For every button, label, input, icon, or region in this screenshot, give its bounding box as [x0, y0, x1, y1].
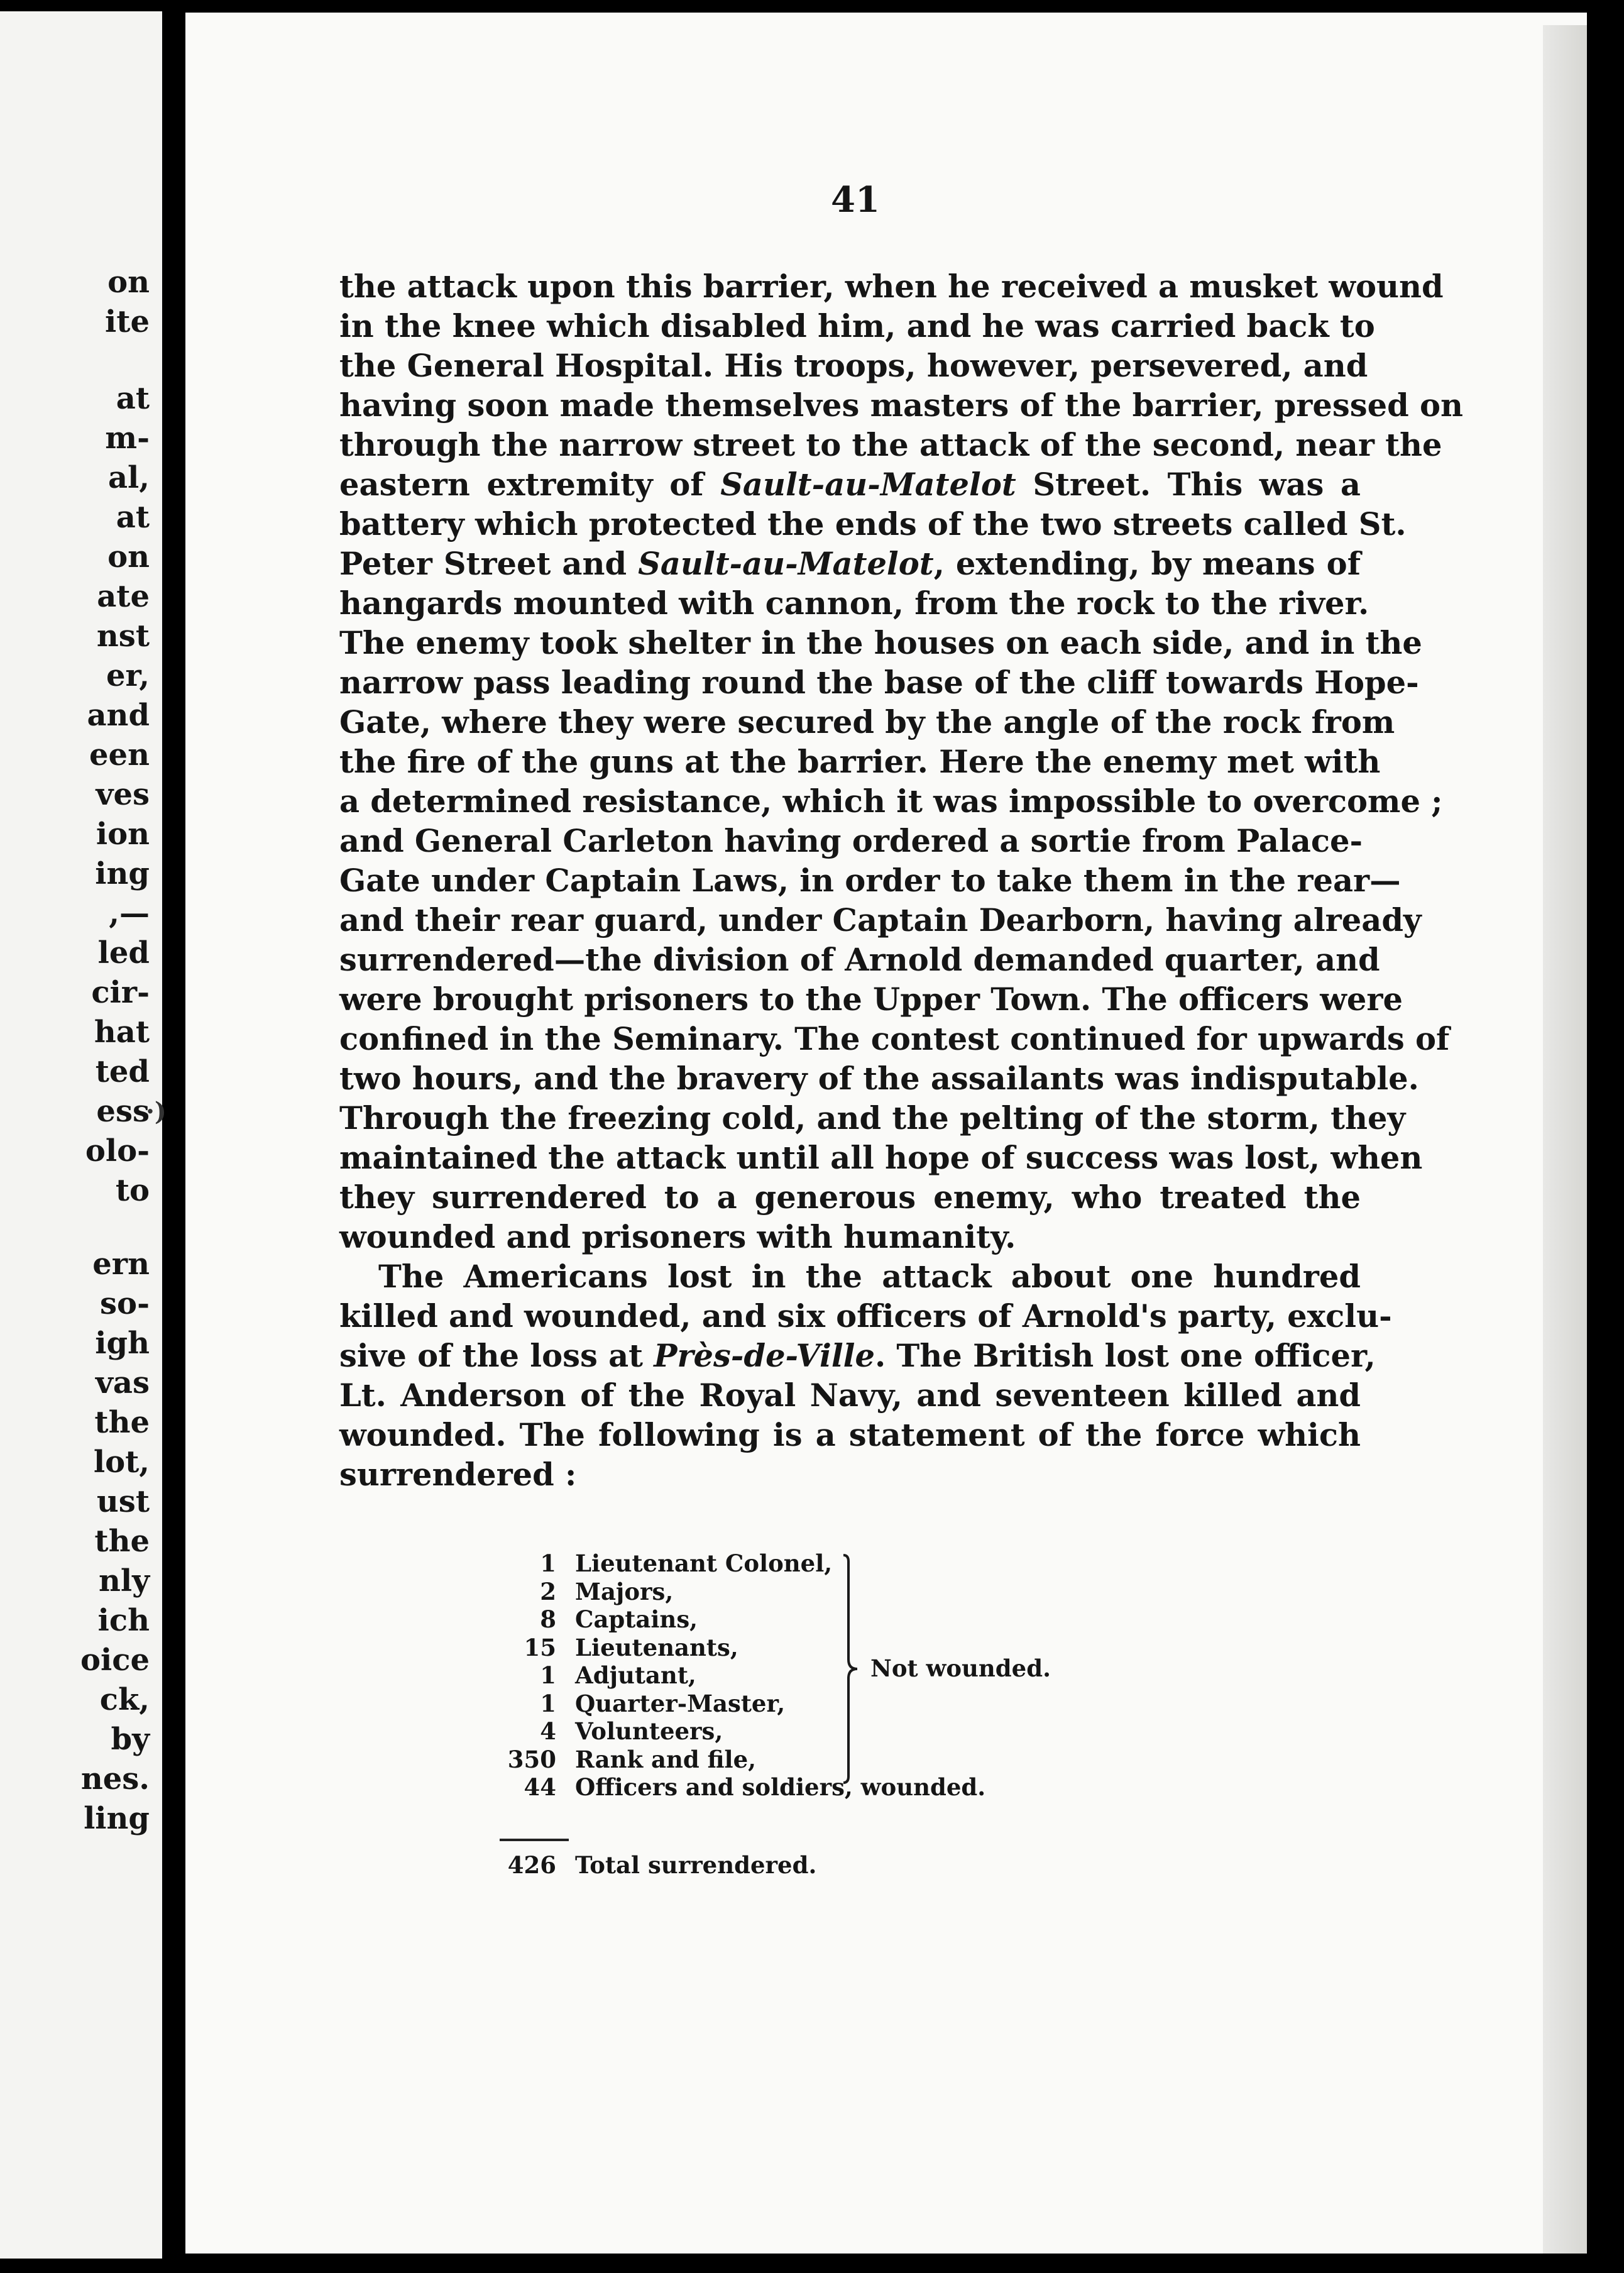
row-label: Quarter-Master, [575, 1689, 786, 1717]
left-page-text-fragment: at [116, 381, 150, 416]
row-count: 350 [507, 1745, 556, 1773]
body-text [339, 267, 1463, 1495]
left-page-text-fragment: ck, [99, 1682, 150, 1717]
text-line: wounded. The following is a statement of the force which [339, 1417, 1361, 1453]
left-page-text-fragment: ust [96, 1484, 150, 1519]
left-page-text-fragment: ion [96, 817, 150, 852]
left-page-text-fragment: vas [95, 1365, 150, 1401]
text-line: Through the freezing cold, and the pelting of the storm, they [339, 1100, 1406, 1136]
row-count: 1 [540, 1661, 556, 1689]
text-line: confined in the Seminary. The contest continued for upwards of [339, 1021, 1450, 1057]
left-page-text-fragment: ich [97, 1603, 150, 1638]
left-page-text-fragment: lot, [93, 1445, 150, 1480]
text-line: Gate, where they were secured by the angle of the rock from [339, 704, 1395, 740]
text-line: in the knee which disabled him, and he was carried back to [339, 308, 1375, 344]
brace-label: Not wounded. [870, 1654, 1051, 1682]
table-row [497, 1690, 1062, 1718]
text-line: battery which protected the ends of the two streets called St. [339, 506, 1407, 542]
text-line: hangards mounted with cannon, from the rock to the river. [339, 585, 1369, 622]
text-line: the fire of the guns at the barrier. Here the enemy met with [339, 744, 1381, 780]
row-label: Majors, [575, 1577, 674, 1605]
table-row [497, 1773, 1062, 1802]
row-count: 8 [540, 1605, 556, 1633]
table-row [497, 1578, 1062, 1606]
left-page-text-fragment: led [97, 935, 150, 971]
total-count: 426 [507, 1851, 556, 1879]
left-page-text-fragment: on [107, 265, 150, 300]
text-line: The Americans lost in the attack about one hundred [378, 1258, 1361, 1295]
text-line: sive of the loss at Près-de-Ville. The British lost one officer, [339, 1338, 1376, 1374]
left-page-text-fragment: hat [94, 1015, 150, 1050]
row-label: Lieutenants, [575, 1633, 738, 1661]
text-line: a determined resistance, which it was impossible to overcome ; [339, 783, 1443, 820]
row-count: 1 [540, 1689, 556, 1717]
left-page-text-fragment: ern [92, 1247, 150, 1282]
text-line: two hours, and the bravery of the assailants was indisputable. [339, 1060, 1419, 1097]
row-label: Officers and soldiers, wounded. [575, 1773, 986, 1801]
text-line: Gate under Captain Laws, in order to take them in the rear— [339, 862, 1401, 899]
row-count: 1 [540, 1549, 556, 1577]
left-page-fragment [0, 11, 162, 2259]
text-line: Lt. Anderson of the Royal Navy, and seventeen killed and [339, 1377, 1361, 1414]
left-page-text-fragment: so- [100, 1286, 150, 1321]
page-edge-shadow [1543, 25, 1587, 2254]
left-page-text-fragment: m- [105, 421, 150, 456]
row-label: Adjutant, [575, 1661, 696, 1689]
table-row [497, 1717, 1062, 1746]
text-line: surrendered : [339, 1456, 577, 1493]
total-rule [500, 1839, 569, 1841]
row-label: Captains, [575, 1605, 698, 1633]
left-page-text-fragment: oice [80, 1643, 150, 1678]
left-page-text-fragment: nly [98, 1563, 150, 1599]
row-count: 2 [540, 1577, 556, 1605]
left-page-text-fragment: ess [96, 1094, 150, 1129]
left-page-text-fragment: nes. [80, 1761, 150, 1797]
total-row [497, 1851, 1062, 1879]
table-row [497, 1605, 1062, 1634]
text-line: the General Hospital. His troops, however, persevered, and [339, 348, 1368, 384]
left-page-text-fragment: ted [95, 1054, 150, 1089]
text-line: surrendered—the division of Arnold demanded quarter, and [339, 942, 1380, 978]
left-page-text-fragment: igh [95, 1326, 150, 1361]
text-line: wounded and prisoners with humanity. [339, 1219, 1016, 1255]
text-line: and General Carleton having ordered a sortie from Palace- [339, 823, 1363, 859]
table-row [497, 1549, 1062, 1578]
text-line: through the narrow street to the attack of the second, near the [339, 427, 1442, 463]
left-page-text-fragment: ves [96, 777, 150, 812]
text-line: were brought prisoners to the Upper Town. The officers were [339, 981, 1403, 1018]
text-line: maintained the attack until all hope of success was lost, when [339, 1140, 1423, 1176]
row-count: 15 [524, 1633, 556, 1661]
left-page-text-fragment: ite [105, 304, 150, 339]
text-line: killed and wounded, and six officers of Arnold's party, exclu- [339, 1298, 1392, 1335]
text-line: The enemy took shelter in the houses on each side, and in the [339, 625, 1422, 661]
text-line: having soon made themselves masters of the barrier, pressed on [339, 387, 1463, 424]
left-page-text-fragment: ate [97, 579, 150, 614]
left-page-text-fragment: ing [95, 856, 150, 891]
left-page-text-fragment: er, [106, 658, 150, 693]
gutter-mark: ·) [146, 1097, 167, 1126]
left-page-text-fragment: the [94, 1405, 150, 1440]
left-page-text-fragment: and [87, 698, 150, 733]
brace-icon [842, 1553, 860, 1785]
left-page-text-fragment: cir- [91, 975, 150, 1010]
left-page-text-fragment: nst [96, 619, 150, 654]
text-line: the attack upon this barrier, when he received a musket wound [339, 268, 1444, 305]
row-count: 4 [540, 1717, 556, 1745]
row-label: Volunteers, [575, 1717, 723, 1745]
left-page-text-fragment: een [89, 737, 150, 773]
left-page-text-fragment: to [115, 1173, 150, 1208]
text-line: and their rear guard, under Captain Dearborn, having already [339, 902, 1422, 938]
left-page-text-fragment: ling [84, 1801, 150, 1836]
text-line: Peter Street and Sault-au-Matelot, extending, by means of [339, 546, 1361, 582]
row-label: Rank and file, [575, 1745, 756, 1773]
text-line: eastern extremity of Sault-au-Matelot Street. This was a [339, 466, 1361, 503]
total-label: Total surrendered. [575, 1851, 817, 1879]
table-row [497, 1746, 1062, 1774]
left-page-text-fragment: at [116, 500, 150, 535]
page-number: 41 [831, 179, 880, 221]
text-line: they surrendered to a generous enemy, who treated the [339, 1179, 1361, 1216]
left-page-text-fragment: al, [107, 460, 150, 495]
left-page-text-fragment: olo- [85, 1133, 150, 1169]
row-label: Lieutenant Colonel, [575, 1549, 833, 1577]
left-page-text-fragment: ,— [109, 896, 150, 931]
row-count: 44 [524, 1773, 556, 1801]
left-page-text-fragment: the [94, 1524, 150, 1559]
left-page-text-fragment: by [111, 1722, 150, 1757]
text-line: narrow pass leading round the base of the cliff towards Hope- [339, 664, 1419, 701]
left-page-text-fragment: on [107, 539, 150, 575]
